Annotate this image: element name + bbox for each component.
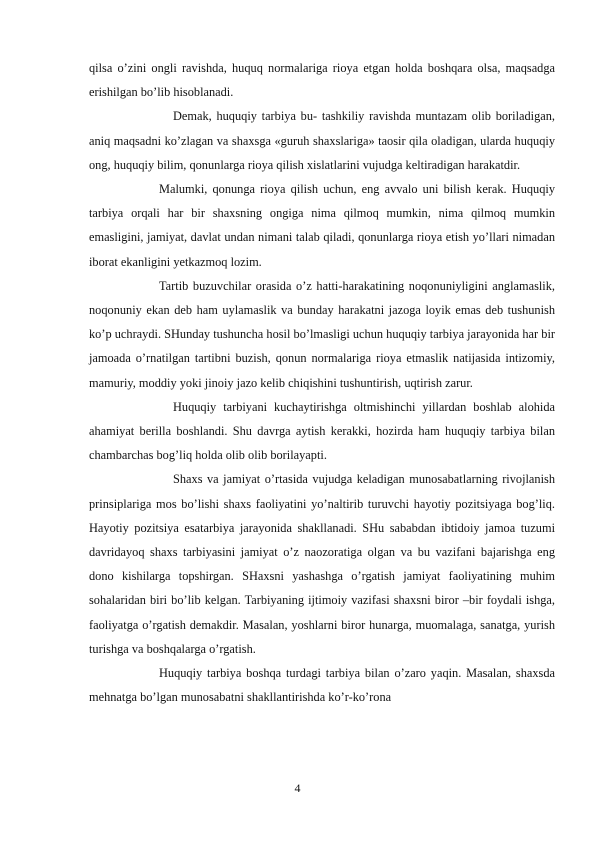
paragraph-huquqiy-tarbiya-boshqa: Huquqiy tarbiya boshqa turdagi tarbiya bilan o’zaro yaqin. Masalan, shaxsda mehnatga bo’lgan munosabatni shakllantirishda ko’r-ko’rona	[89, 666, 555, 705]
document-page	[89, 56, 555, 709]
paragraph-huquqiy-tarbiya-definition: Demak, huquqiy tarbiya bu- tashkiliy ravishda muntazam olib boriladigan, aniq maqsadni ko’zlagan va shaxsga «guruh shaxslariga» taosir qila oladigan, ularda huquqiy ong, huquqiy bilim, qonunlarga rioya qilish xislatlarini vujudga keltiradigan harakatdir.	[89, 109, 555, 172]
paragraph-shaxs-va-jamiyat: Shaxs va jamiyat o’rtasida vujudga keladigan munosabatlarning rivojlanish prinsiplariga mos bo’lishi shaxs faoliyatini yo’naltirib turuvchi hayotiy pozitsiyaga bog’liq. Hayotiy pozitsiya esatarbiya jarayonida shakllanadi. SHu sababdan ibtidoiy jamoa tuzumi davridayoq shaxs tarbiyasini jamiyat o’z naozoratiga olgan va bu vazifani bajarishga eng dono kishilarga topshirgan. SHaxsni yashashga o’rgatish jamiyat faoliyatining muhim sohalaridan biri bo’lib kelgan. Tarbiyaning ijtimoiy vazifasi shaxsni biror –bir foydali ishga, faoliyatga o’rgatish demakdir. Masalan, yoshlarni biror hunarga, muomalaga, sanatga, yurish turishga va boshqalarga o’rgatish.	[89, 472, 555, 656]
page-number: 4	[294, 781, 301, 795]
paragraph-tartib-buzuvchilar: Tartib buzuvchilar orasida o’z hatti-harakatining noqonuniyligini anglamaslik, noqonuniy ekan deb ham uylamaslik va bunday harakatni jazoga loyik emas deb tushunish ko’p uchraydi. SHunday tushuncha hosil bo’lmasligi uchun huquqiy tarbiya jarayonida har bir jamoada o’rnatilgan tartibni buzish, qonun normalariga rioya etmaslik natijasida intizomiy, mamuriy, moddiy yoki jinoiy jazo kelib chiqishini tushuntirish, uqtirish zarur.	[89, 278, 555, 390]
paragraph-qonunga-rioya: Malumki, qonunga rioya qilish uchun, eng avvalo uni bilish kerak. Huquqiy tarbiya orqali har bir shaxsning ongiga nima qilmoq mumkin, nima qilmoq mumkin emasligini, jamiyat, davlat undan nimani talab qiladi, qonunlarga rioya etish yo’llari nimadan iborat ekanligini yetkazmoq lozim.	[89, 182, 555, 269]
paragraph-continuation: qilsa o’zini ongli ravishda, huquq normalariga rioya etgan holda boshqara olsa, maqsadga erishilgan bo’lib hisoblanadi.	[89, 61, 555, 100]
paragraph-oltmishinchi-yillar: Huquqiy tarbiyani kuchaytirishga oltmishinchi yillardan boshlab alohida ahamiyat berilla boshlandi. Shu davrga aytish kerakki, hozirda ham huquqiy tarbiya bilan chambarchas bog’liq holda olib olib borilayapti.	[89, 399, 555, 463]
